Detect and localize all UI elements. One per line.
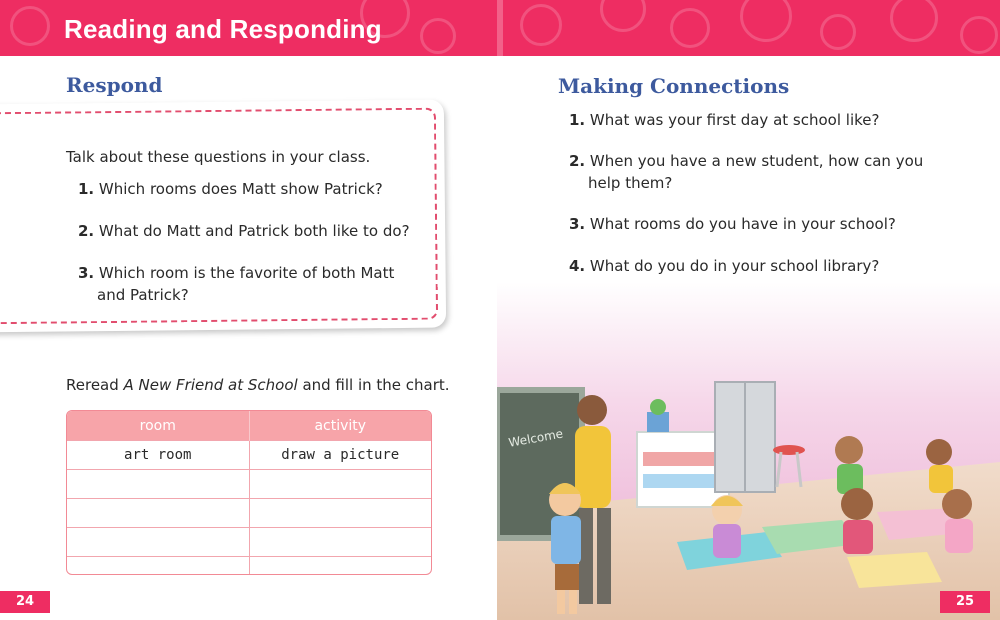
table-row [67, 441, 431, 470]
question-text: What was your first day at school like? [589, 111, 880, 129]
question-number: 3. [569, 215, 586, 233]
table-row [67, 470, 431, 499]
reread-prefix: Reread [66, 376, 124, 394]
connection-question [569, 213, 896, 235]
column-header-activity: activity [249, 411, 431, 441]
card-intro-text: Talk about these questions in your class. [66, 148, 371, 166]
page-gutter [497, 0, 503, 56]
table-cell[interactable] [67, 499, 249, 528]
board-text: Welcome [507, 426, 565, 450]
table-cell[interactable] [67, 470, 249, 499]
respond-heading: Respond [66, 73, 163, 97]
question-text: What do you do in your school library? [589, 257, 880, 275]
table-cell: draw a picture [249, 441, 431, 470]
question-text: Which rooms does Matt show Patrick? [98, 180, 383, 198]
classroom-illustration [497, 282, 1000, 620]
story-title: A New Friend at School [123, 376, 298, 394]
table-row [67, 528, 431, 557]
question-text: Which room is the favorite of both Matt and Patrick? [97, 264, 395, 304]
table-cell[interactable] [249, 557, 431, 576]
header-banner [0, 0, 1000, 56]
connection-question [569, 150, 948, 194]
making-connections-heading: Making Connections [558, 74, 790, 98]
table-row [67, 557, 431, 576]
respond-question [78, 178, 383, 200]
question-text: What do Matt and Patrick both like to do? [98, 222, 410, 240]
table-cell[interactable] [249, 528, 431, 557]
question-number: 2. [569, 152, 586, 170]
respond-question [78, 220, 410, 242]
table-cell[interactable] [67, 557, 249, 576]
question-text: When you have a new student, how can you help them? [588, 152, 924, 192]
question-number: 4. [569, 257, 586, 275]
question-number: 1. [78, 180, 95, 198]
table-row [67, 499, 431, 528]
page-number-right: 25 [940, 591, 990, 613]
classroom-scene-svg [497, 282, 1000, 620]
table-cell: art room [67, 441, 249, 470]
respond-question [78, 262, 422, 306]
question-text: What rooms do you have in your school? [589, 215, 896, 233]
column-header-room: room [67, 411, 249, 441]
connection-question [569, 255, 879, 277]
page-number-left: 24 [0, 591, 50, 613]
table-cell[interactable] [67, 528, 249, 557]
reread-instruction [66, 376, 450, 394]
question-number: 1. [569, 111, 586, 129]
connection-question [569, 109, 879, 131]
question-number: 3. [78, 264, 95, 282]
reread-suffix: and fill in the chart. [297, 376, 450, 394]
fill-in-chart [66, 410, 432, 575]
chalkboard [497, 390, 582, 538]
question-number: 2. [78, 222, 95, 240]
table-cell[interactable] [249, 470, 431, 499]
table-cell[interactable] [249, 499, 431, 528]
page-title: Reading and Responding [64, 14, 382, 44]
